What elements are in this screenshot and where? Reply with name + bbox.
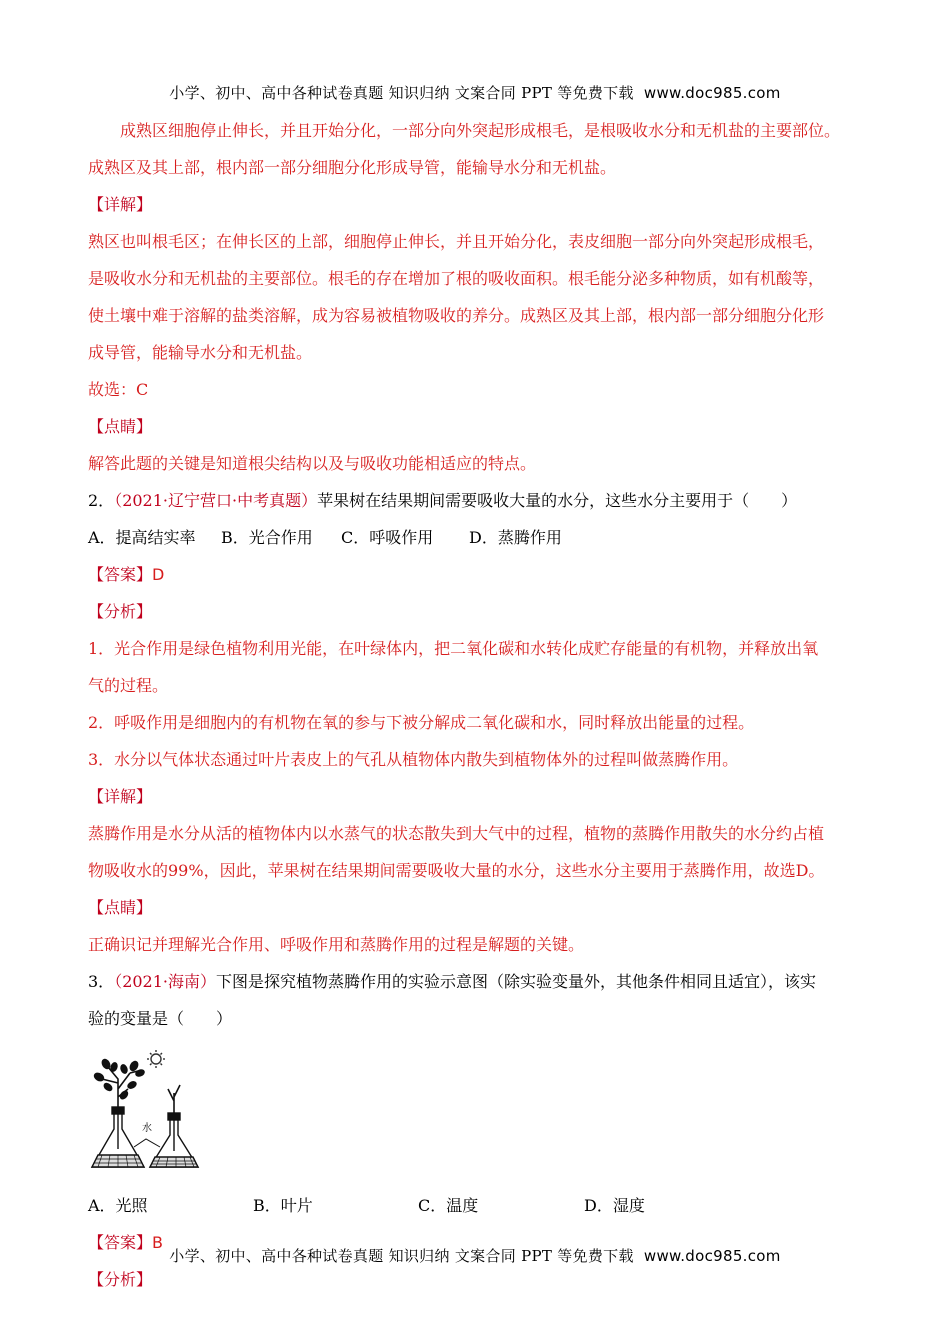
q2-option-c: C．呼吸作用 bbox=[341, 528, 434, 547]
page-header bbox=[0, 82, 950, 103]
q3-answer-label: 【答案】 bbox=[88, 1233, 153, 1252]
q3-option-c: C．温度 bbox=[418, 1196, 479, 1215]
q1-tip: 解答此题的关键是知道根尖结构以及与吸收功能相适应的特点。 bbox=[88, 454, 537, 473]
leafy-branch-icon bbox=[93, 1058, 145, 1109]
q1-detail-line-4: 成导管，能输导水分和无机盐。 bbox=[88, 343, 313, 362]
plant-transpiration-diagram bbox=[88, 1049, 208, 1177]
q2-analysis-line-3: 2．呼吸作用是细胞内的有机物在氧的参与下被分解成二氧化碳和水，同时释放出能量的过程。 bbox=[88, 713, 755, 732]
q2-answer-line bbox=[88, 556, 864, 593]
q2-option-d: D．蒸腾作用 bbox=[469, 528, 562, 547]
document-body bbox=[88, 112, 864, 1298]
q3-option-b: B．叶片 bbox=[253, 1196, 313, 1215]
q1-tip-label: 【点睛】 bbox=[88, 417, 153, 436]
footer-text: 小学、初中、高中各种试卷真题 知识归纳 文案合同 PPT 等免费下载 bbox=[169, 1247, 634, 1265]
q2-option-b: B．光合作用 bbox=[221, 528, 313, 547]
water-label-pointer bbox=[134, 1139, 160, 1147]
q1-analysis-line-2: 成熟区及其上部，根内部一部分细胞分化形成导管，能输导水分和无机盐。 bbox=[88, 158, 617, 177]
q3-options bbox=[88, 1187, 864, 1224]
q2-options bbox=[88, 519, 864, 556]
q3-option-a: A．光照 bbox=[88, 1196, 148, 1215]
q3-stem-text-1: 下图是探究植物蒸腾作用的实验示意图（除实验变量外，其他条件相同且适宜），该实 bbox=[216, 972, 817, 991]
bare-branch-icon bbox=[168, 1085, 180, 1115]
q3-number: 3． bbox=[88, 972, 115, 991]
q2-answer: D bbox=[152, 565, 165, 584]
q2-stem bbox=[88, 482, 864, 519]
q2-stem-text: 苹果树在结果期间需要吸收大量的水分，这些水分主要用于（ ） bbox=[317, 491, 798, 510]
q2-analysis-line-1: 1．光合作用是绿色植物利用光能，在叶绿体内，把二氧化碳和水转化成贮存能量的有机物，并释放出氧 bbox=[88, 639, 819, 658]
q1-detail-line-3: 使土壤中难于溶解的盐类溶解，成为容易被植物吸收的养分。成熟区及其上部，根内部一部分细胞分化形 bbox=[88, 306, 825, 325]
right-flask-icon bbox=[150, 1113, 198, 1167]
q2-option-a: A．提高结实率 bbox=[88, 528, 196, 547]
q2-analysis-label: 【分析】 bbox=[88, 602, 153, 621]
q3-stem-line-1 bbox=[88, 963, 864, 1000]
q3-analysis-label: 【分析】 bbox=[88, 1270, 153, 1289]
q2-analysis-line-4: 3．水分以气体状态通过叶片表皮上的气孔从植物体内散失到植物体外的过程叫做蒸腾作用。 bbox=[88, 750, 739, 769]
q2-tip-label: 【点睛】 bbox=[88, 898, 153, 917]
footer-url[interactable]: www.doc985.com bbox=[643, 1247, 781, 1265]
q2-detail-line-2: 物吸收水的99%，因此，苹果树在结果期间需要吸收大量的水分，这些水分主要用于蒸腾作用，故选D。 bbox=[88, 861, 825, 880]
q3-experiment-figure bbox=[88, 1037, 864, 1187]
header-text: 小学、初中、高中各种试卷真题 知识归纳 文案合同 PPT 等免费下载 bbox=[169, 84, 634, 102]
q1-analysis-line-1: 成熟区细胞停止伸长，并且开始分化，一部分向外突起形成根毛，是根吸收水分和无机盐的主要部位。 bbox=[120, 121, 841, 140]
q3-source: （2021·海南） bbox=[114, 972, 216, 991]
q1-detail-line-1: 熟区也叫根毛区；在伸长区的上部，细胞停止伸长，并且开始分化，表皮细胞一部分向外突起形成根毛， bbox=[88, 232, 825, 251]
header-url[interactable]: www.doc985.com bbox=[643, 84, 781, 102]
water-label: 水 bbox=[142, 1123, 152, 1134]
q2-analysis-line-2: 气的过程。 bbox=[88, 676, 169, 695]
q1-detail-line-2: 是吸收水分和无机盐的主要部位。根毛的存在增加了根的吸收面积。根毛能分泌多种物质，如有机酸等， bbox=[88, 269, 825, 288]
q1-choice: 故选：C bbox=[88, 380, 149, 399]
page-footer bbox=[0, 1245, 950, 1266]
q3-option-d: D．湿度 bbox=[584, 1196, 645, 1215]
q2-detail-label: 【详解】 bbox=[88, 787, 153, 806]
q2-tip: 正确识记并理解光合作用、呼吸作用和蒸腾作用的过程是解题的关键。 bbox=[88, 935, 585, 954]
q2-answer-label: 【答案】 bbox=[88, 565, 153, 584]
q2-number: 2． bbox=[88, 491, 115, 510]
left-flask-icon bbox=[92, 1107, 144, 1167]
q1-detail-label: 【详解】 bbox=[88, 195, 153, 214]
sun-icon bbox=[147, 1050, 165, 1068]
q2-detail-line-1: 蒸腾作用是水分从活的植物体内以水蒸气的状态散失到大气中的过程，植物的蒸腾作用散失的水分约占植 bbox=[88, 824, 825, 843]
q2-source: （2021·辽宁营口·中考真题） bbox=[114, 491, 318, 510]
q3-answer: B bbox=[152, 1233, 163, 1252]
q3-stem-line-2: 验的变量是（ ） bbox=[88, 1009, 233, 1028]
